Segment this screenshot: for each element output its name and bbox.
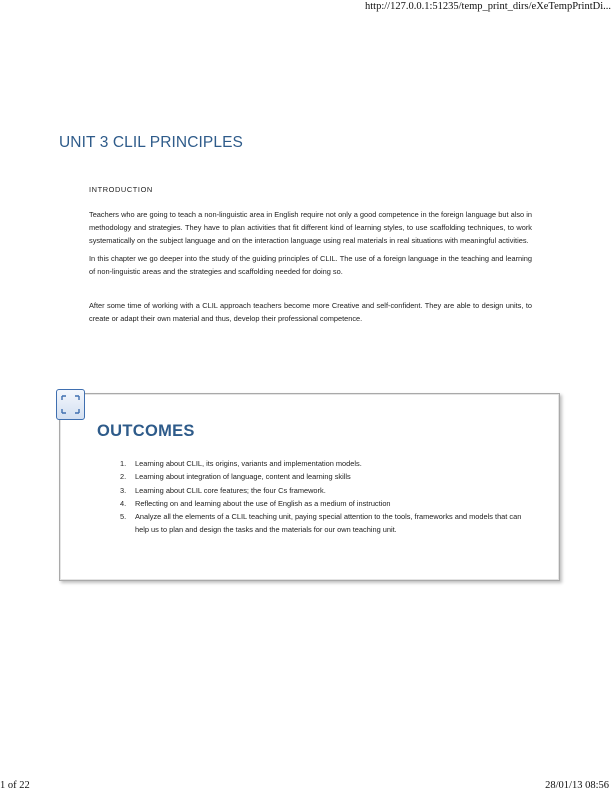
page-indicator: 1 of 22 [0,780,30,791]
intro-paragraph-3: After some time of working with a CLIL approach teachers become more Creative and self-confident. They are able to design units, to create or adapt their own material and thus, develop their professional competence. [89,301,532,323]
page-title: UNIT 3 CLIL PRINCIPLES [59,134,243,151]
outcome-text: Reflecting on and learning about the use of English as a medium of instruction [135,498,391,508]
outcome-item [120,497,530,510]
intro-paragraph-1: Teachers who are going to teach a non-linguistic area in English require not only a good competence in the foreign language but also in methodology and strategies. They have to plan activities that fit different kind of learning styles, to use scaffolding techniques, to work systematically on the subject language and on the interaction language using real materials in real situations with meaningful activities. [89,210,532,245]
print-datetime: 28/01/13 08:56 [545,780,609,791]
outcomes-idevice-icon [56,389,85,420]
outcome-number: 1. [120,459,127,468]
outcome-text: Analyze all the elements of a CLIL teaching unit, paying special attention to the tools, frameworks and models that can help us to plan and design the tasks and the materials for our own teaching unit. [135,512,522,535]
outcome-text: Learning about CLIL, its origins, variants and implementation models. [135,459,362,468]
outcomes-title: OUTCOMES [97,422,195,440]
intro-heading: INTRODUCTION [89,185,153,194]
print-header-url: http://127.0.0.1:51235/temp_print_dirs/eXeTempPrintDi... [365,1,611,12]
outcome-number: 3. [120,485,127,495]
outcome-number: 4. [120,498,127,508]
outcome-number: 5. [120,512,127,522]
outcomes-list [120,457,530,537]
intro-paragraph-2: In this chapter we go deeper into the study of the guiding principles of CLIL. The use of a foreign language in the teaching and learning of non-linguistic areas and the strategies and scaffolding needed for doing so. [89,254,532,276]
outcome-text: Learning about integration of language, content and learning skills [135,472,351,482]
outcome-text: Learning about CLIL core features; the four Cs framework. [135,485,326,495]
outcome-item [120,470,530,483]
outcome-item [120,510,530,537]
outcome-number: 2. [120,472,127,482]
introduction-section [89,183,532,330]
outcome-item [120,484,530,497]
outcome-item [120,457,530,470]
